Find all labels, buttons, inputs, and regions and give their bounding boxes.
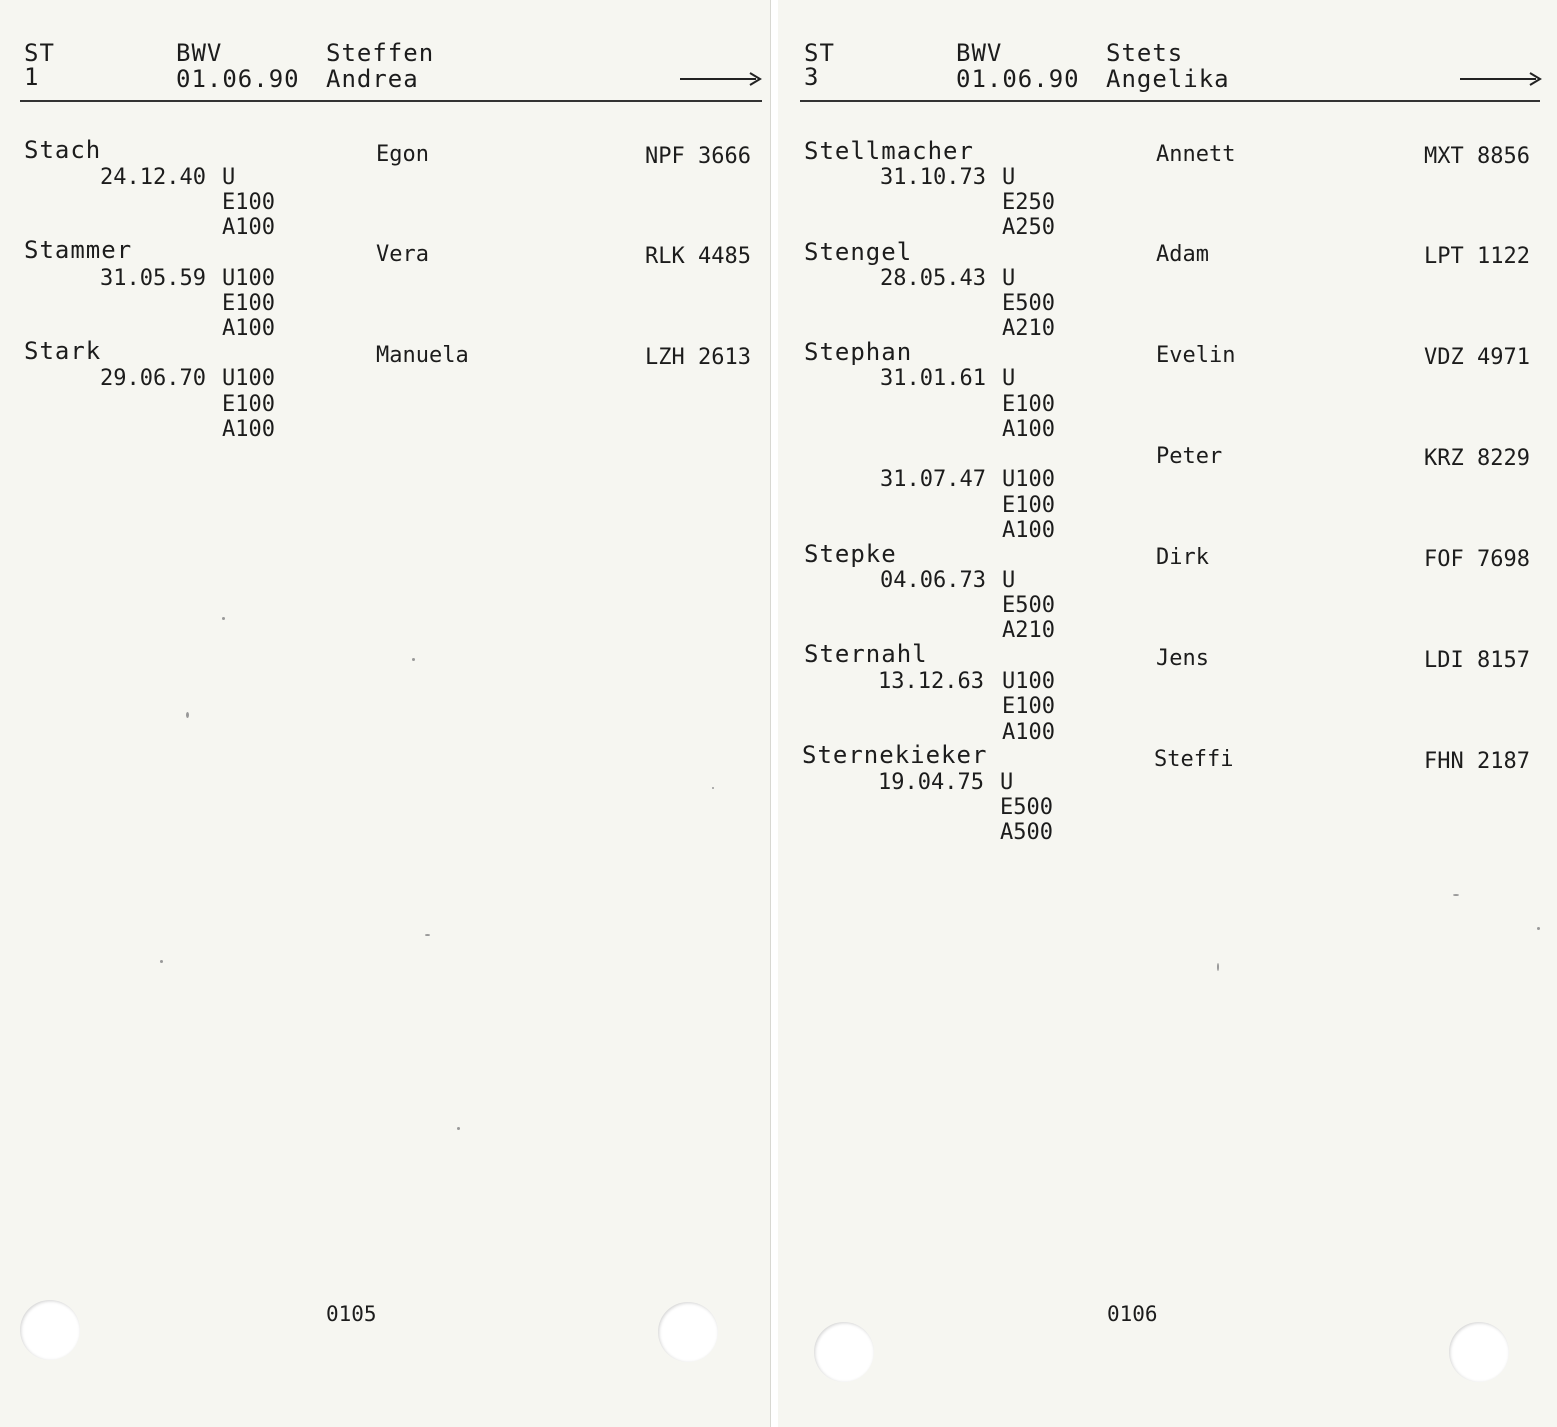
birth-date: 31.10.73 bbox=[880, 165, 986, 190]
birth-date: 04.06.73 bbox=[880, 568, 986, 593]
surname: Stephan bbox=[804, 338, 913, 366]
first-name: Manuela bbox=[376, 343, 469, 368]
surname: Stammer bbox=[24, 236, 133, 264]
record-id: MXT 8856 bbox=[1424, 144, 1530, 169]
birth-date: 13.12.63 bbox=[878, 669, 984, 694]
record-id: FHN 2187 bbox=[1424, 749, 1530, 774]
code-line: E500 bbox=[1000, 795, 1053, 820]
arrow-right-icon bbox=[1460, 68, 1542, 86]
right-card bbox=[778, 0, 1557, 1427]
header-number: 3 bbox=[804, 63, 820, 91]
code-line: U100 bbox=[222, 366, 275, 391]
code-line: U bbox=[222, 165, 236, 190]
surname: Stengel bbox=[804, 238, 913, 266]
punch-hole bbox=[1449, 1322, 1509, 1382]
birth-date: 31.01.61 bbox=[880, 366, 986, 391]
speck bbox=[186, 712, 189, 718]
surname: Sternekieker bbox=[802, 741, 988, 769]
code-line: U100 bbox=[1002, 467, 1055, 492]
speck bbox=[425, 934, 430, 936]
code-line: U bbox=[1002, 366, 1016, 391]
birth-date: 29.06.70 bbox=[100, 366, 206, 391]
code-line: E500 bbox=[1002, 593, 1055, 618]
first-name: Vera bbox=[376, 242, 429, 267]
header-code: ST bbox=[24, 39, 55, 67]
surname: Stepke bbox=[804, 540, 897, 568]
speck bbox=[160, 960, 163, 963]
code-line: E100 bbox=[222, 392, 275, 417]
code-line: U bbox=[1002, 165, 1016, 190]
record-id: KRZ 8229 bbox=[1424, 446, 1530, 471]
code-line: A100 bbox=[1002, 518, 1055, 543]
header-range-to: Angelika bbox=[1106, 65, 1230, 93]
header-range-to: Andrea bbox=[326, 65, 419, 93]
birth-date: 31.05.59 bbox=[100, 266, 206, 291]
page-number: 0106 bbox=[1107, 1302, 1158, 1326]
surname: Stark bbox=[24, 337, 102, 365]
speck bbox=[457, 1127, 460, 1130]
header-code: ST bbox=[804, 39, 835, 67]
header-number: 1 bbox=[24, 63, 40, 91]
speck bbox=[1217, 963, 1219, 971]
record-id: NPF 3666 bbox=[645, 144, 751, 169]
birth-date: 19.04.75 bbox=[878, 770, 984, 795]
record-id: RLK 4485 bbox=[645, 244, 751, 269]
first-name: Peter bbox=[1156, 444, 1223, 469]
header-date: 01.06.90 bbox=[956, 65, 1080, 93]
record-id: LPT 1122 bbox=[1424, 244, 1530, 269]
code-line: A210 bbox=[1002, 618, 1055, 643]
code-line: E100 bbox=[222, 291, 275, 316]
surname: Stellmacher bbox=[804, 137, 974, 165]
birth-date: 31.07.47 bbox=[880, 467, 986, 492]
code-line: E100 bbox=[1002, 493, 1055, 518]
code-line: A100 bbox=[222, 316, 275, 341]
code-line: E100 bbox=[1002, 694, 1055, 719]
header-dept: BWV bbox=[176, 39, 223, 67]
punch-hole bbox=[20, 1300, 80, 1360]
first-name: Steffi bbox=[1154, 747, 1234, 772]
code-line: A500 bbox=[1000, 820, 1053, 845]
record-id: FOF 7698 bbox=[1424, 547, 1530, 572]
record-id: VDZ 4971 bbox=[1424, 345, 1530, 370]
code-line: A100 bbox=[222, 417, 275, 442]
code-line: U100 bbox=[1002, 669, 1055, 694]
record-id: LDI 8157 bbox=[1424, 648, 1530, 673]
speck bbox=[712, 787, 714, 789]
header-range-from: Stets bbox=[1106, 39, 1184, 67]
speck bbox=[1453, 894, 1459, 896]
code-line: A250 bbox=[1002, 215, 1055, 240]
code-line: U bbox=[1002, 266, 1016, 291]
code-line: U100 bbox=[222, 266, 275, 291]
header-rule bbox=[20, 100, 762, 102]
record-id: LZH 2613 bbox=[645, 345, 751, 370]
header-dept: BWV bbox=[956, 39, 1003, 67]
surname: Sternahl bbox=[804, 640, 928, 668]
speck bbox=[222, 617, 225, 620]
code-line: U bbox=[1000, 770, 1014, 795]
left-card bbox=[0, 0, 771, 1427]
header-range-from: Steffen bbox=[326, 39, 435, 67]
arrow-right-icon bbox=[680, 68, 762, 86]
header-rule bbox=[800, 100, 1540, 102]
code-line: E100 bbox=[222, 190, 275, 215]
first-name: Evelin bbox=[1156, 343, 1236, 368]
surname: Stach bbox=[24, 136, 102, 164]
birth-date: 24.12.40 bbox=[100, 165, 206, 190]
page-number: 0105 bbox=[326, 1302, 377, 1326]
code-line: A210 bbox=[1002, 316, 1055, 341]
code-line: U bbox=[1002, 568, 1016, 593]
code-line: E100 bbox=[1002, 392, 1055, 417]
birth-date: 28.05.43 bbox=[880, 266, 986, 291]
first-name: Dirk bbox=[1156, 545, 1209, 570]
punch-hole bbox=[658, 1302, 718, 1362]
first-name: Adam bbox=[1156, 242, 1209, 267]
code-line: E500 bbox=[1002, 291, 1055, 316]
code-line: E250 bbox=[1002, 190, 1055, 215]
code-line: A100 bbox=[222, 215, 275, 240]
punch-hole bbox=[814, 1322, 874, 1382]
speck bbox=[412, 658, 415, 661]
code-line: A100 bbox=[1002, 417, 1055, 442]
first-name: Egon bbox=[376, 142, 429, 167]
header-date: 01.06.90 bbox=[176, 65, 300, 93]
speck bbox=[1537, 927, 1540, 930]
first-name: Jens bbox=[1156, 646, 1209, 671]
code-line: A100 bbox=[1002, 720, 1055, 745]
first-name: Annett bbox=[1156, 142, 1236, 167]
